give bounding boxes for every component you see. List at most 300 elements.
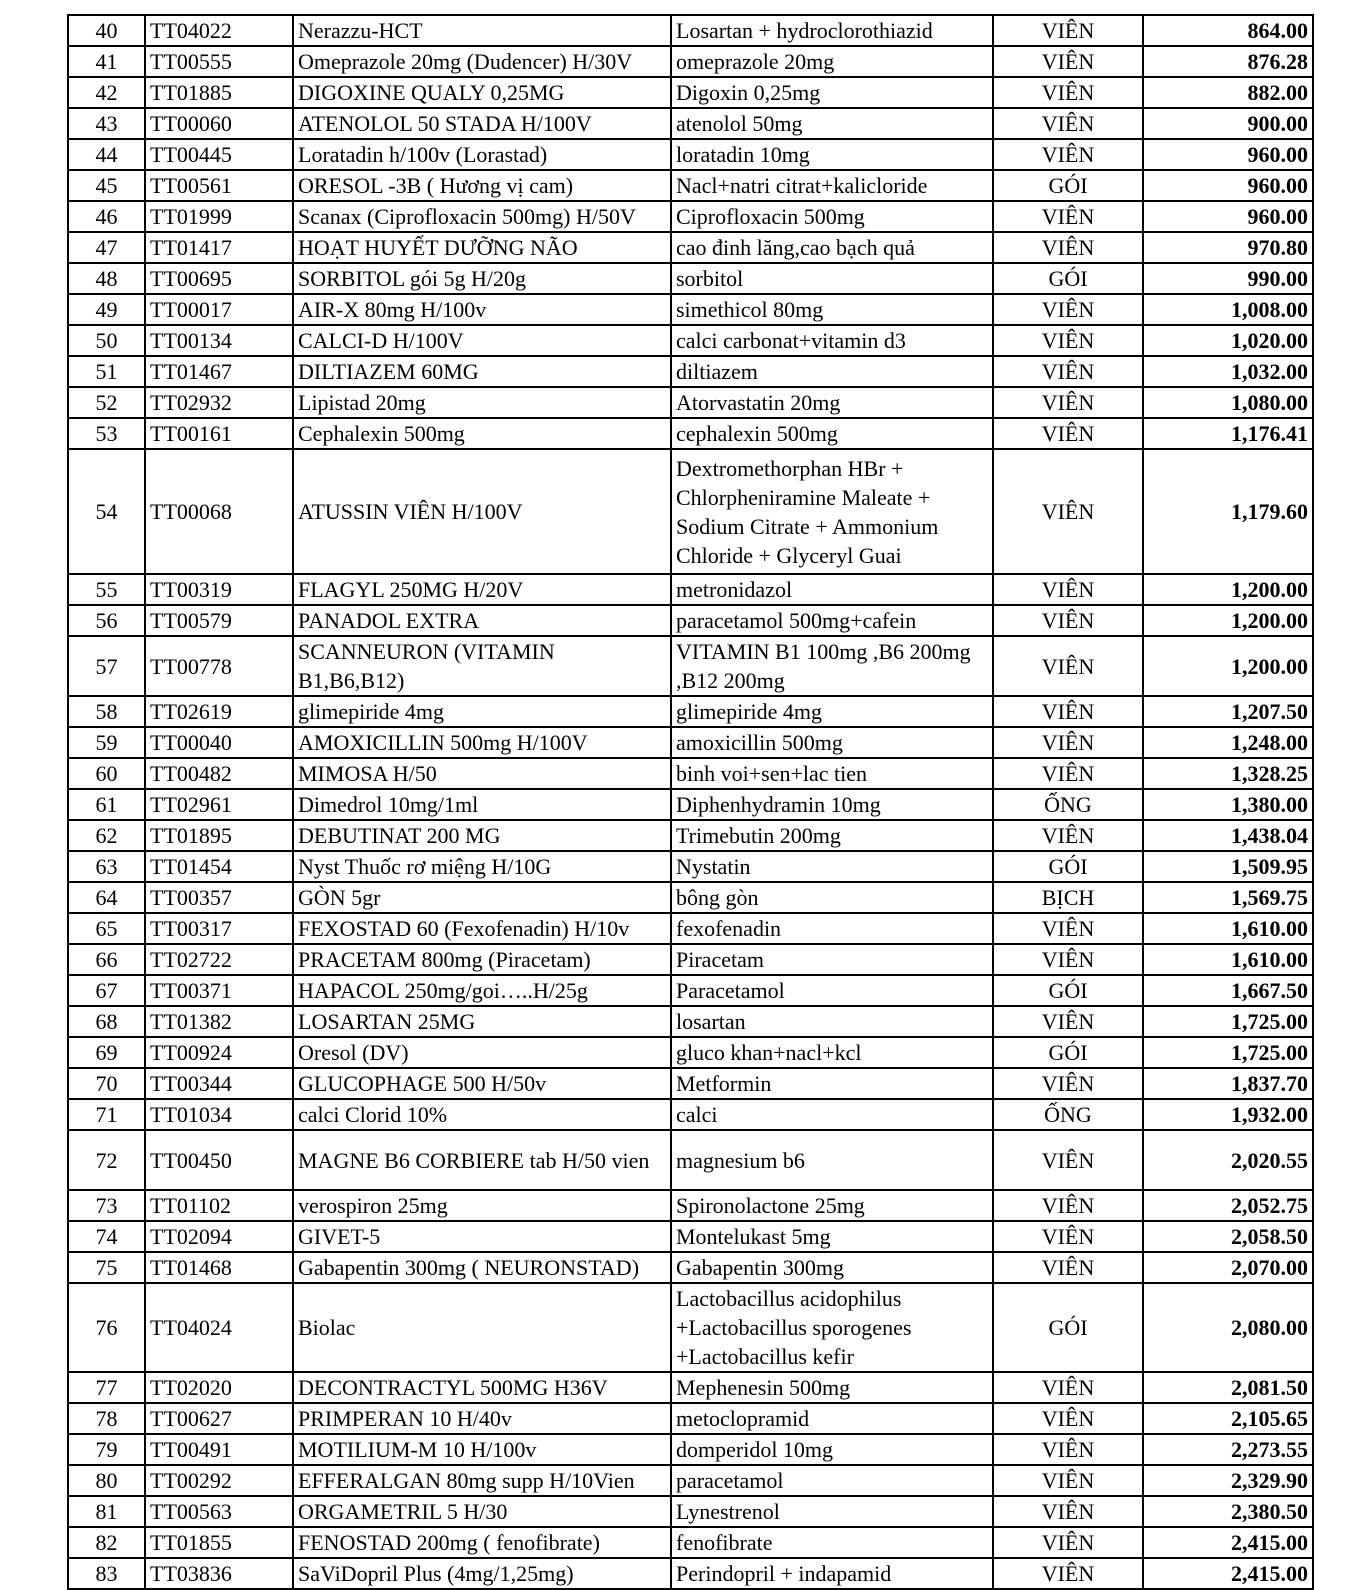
active-ingredient-cell: Mephenesin 500mg bbox=[671, 1372, 993, 1403]
drug-code-cell: TT00778 bbox=[145, 636, 293, 696]
unit-price-cell: 876.28 bbox=[1143, 46, 1313, 77]
unit-cell: VIÊN bbox=[993, 605, 1143, 636]
active-ingredient-cell: Montelukast 5mg bbox=[671, 1221, 993, 1252]
drug-code-cell: TT01467 bbox=[145, 356, 293, 387]
active-ingredient-cell: Atorvastatin 20mg bbox=[671, 387, 993, 418]
table-row bbox=[68, 696, 1313, 727]
drug-code-cell: TT01468 bbox=[145, 1252, 293, 1283]
drug-name-cell: FENOSTAD 200mg ( fenofibrate) bbox=[293, 1527, 671, 1558]
drug-code-cell: TT00555 bbox=[145, 46, 293, 77]
drug-name-cell: PANADOL EXTRA bbox=[293, 605, 671, 636]
row-number-cell: 68 bbox=[68, 1006, 145, 1037]
drug-name-cell: glimepiride 4mg bbox=[293, 696, 671, 727]
row-number-cell: 52 bbox=[68, 387, 145, 418]
unit-cell: VIÊN bbox=[993, 1190, 1143, 1221]
drug-name-cell: HAPACOL 250mg/goi…..H/25g bbox=[293, 975, 671, 1006]
table-row bbox=[68, 170, 1313, 201]
drug-name-cell: LOSARTAN 25MG bbox=[293, 1006, 671, 1037]
row-number-cell: 64 bbox=[68, 882, 145, 913]
row-number-cell: 81 bbox=[68, 1496, 145, 1527]
drug-name-cell: FEXOSTAD 60 (Fexofenadin) H/10v bbox=[293, 913, 671, 944]
row-number-cell: 53 bbox=[68, 418, 145, 449]
unit-price-cell: 2,070.00 bbox=[1143, 1252, 1313, 1283]
unit-price-cell: 1,610.00 bbox=[1143, 944, 1313, 975]
active-ingredient-cell: simethicol 80mg bbox=[671, 294, 993, 325]
unit-cell: VIÊN bbox=[993, 1372, 1143, 1403]
row-number-cell: 56 bbox=[68, 605, 145, 636]
drug-name-cell: Oresol (DV) bbox=[293, 1037, 671, 1068]
table-row bbox=[68, 387, 1313, 418]
unit-price-cell: 1,008.00 bbox=[1143, 294, 1313, 325]
table-row bbox=[68, 1068, 1313, 1099]
row-number-cell: 62 bbox=[68, 820, 145, 851]
unit-cell: VIÊN bbox=[993, 232, 1143, 263]
drug-code-cell: TT02619 bbox=[145, 696, 293, 727]
drug-code-cell: TT02020 bbox=[145, 1372, 293, 1403]
row-number-cell: 60 bbox=[68, 758, 145, 789]
unit-price-cell: 1,725.00 bbox=[1143, 1006, 1313, 1037]
row-number-cell: 77 bbox=[68, 1372, 145, 1403]
unit-price-cell: 1,176.41 bbox=[1143, 418, 1313, 449]
unit-cell: VIÊN bbox=[993, 108, 1143, 139]
unit-cell: GÓI bbox=[993, 263, 1143, 294]
drug-name-cell: FLAGYL 250MG H/20V bbox=[293, 574, 671, 605]
unit-cell: BỊCH bbox=[993, 882, 1143, 913]
table-row bbox=[68, 975, 1313, 1006]
unit-price-cell: 1,569.75 bbox=[1143, 882, 1313, 913]
row-number-cell: 58 bbox=[68, 696, 145, 727]
drug-code-cell: TT00563 bbox=[145, 1496, 293, 1527]
active-ingredient-cell: losartan bbox=[671, 1006, 993, 1037]
active-ingredient-cell: cephalexin 500mg bbox=[671, 418, 993, 449]
unit-price-cell: 864.00 bbox=[1143, 15, 1313, 46]
table-row bbox=[68, 418, 1313, 449]
unit-cell: VIÊN bbox=[993, 727, 1143, 758]
active-ingredient-cell: paracetamol bbox=[671, 1465, 993, 1496]
row-number-cell: 69 bbox=[68, 1037, 145, 1068]
table-row bbox=[68, 1221, 1313, 1252]
table-row bbox=[68, 139, 1313, 170]
unit-cell: ỐNG bbox=[993, 1099, 1143, 1130]
active-ingredient-cell: diltiazem bbox=[671, 356, 993, 387]
active-ingredient-cell: loratadin 10mg bbox=[671, 139, 993, 170]
row-number-cell: 65 bbox=[68, 913, 145, 944]
table-row bbox=[68, 263, 1313, 294]
table-row bbox=[68, 851, 1313, 882]
drug-code-cell: TT00450 bbox=[145, 1130, 293, 1190]
unit-price-cell: 1,509.95 bbox=[1143, 851, 1313, 882]
unit-price-cell: 2,020.55 bbox=[1143, 1130, 1313, 1190]
drug-name-cell: Nerazzu-HCT bbox=[293, 15, 671, 46]
unit-price-cell: 2,052.75 bbox=[1143, 1190, 1313, 1221]
table-row bbox=[68, 1252, 1313, 1283]
unit-cell: VIÊN bbox=[993, 1130, 1143, 1190]
active-ingredient-cell: VITAMIN B1 100mg ,B6 200mg ,B12 200mg bbox=[671, 636, 993, 696]
row-number-cell: 48 bbox=[68, 263, 145, 294]
row-number-cell: 41 bbox=[68, 46, 145, 77]
row-number-cell: 71 bbox=[68, 1099, 145, 1130]
active-ingredient-cell: metronidazol bbox=[671, 574, 993, 605]
unit-price-cell: 2,081.50 bbox=[1143, 1372, 1313, 1403]
row-number-cell: 40 bbox=[68, 15, 145, 46]
drug-code-cell: TT00371 bbox=[145, 975, 293, 1006]
drug-name-cell: HOẠT HUYẾT DƯỠNG NÃO bbox=[293, 232, 671, 263]
active-ingredient-cell: amoxicillin 500mg bbox=[671, 727, 993, 758]
row-number-cell: 44 bbox=[68, 139, 145, 170]
unit-price-cell: 1,200.00 bbox=[1143, 605, 1313, 636]
drug-name-cell: SaViDopril Plus (4mg/1,25mg) bbox=[293, 1558, 671, 1589]
drug-code-cell: TT00491 bbox=[145, 1434, 293, 1465]
table-body bbox=[68, 15, 1313, 1589]
unit-cell: VIÊN bbox=[993, 1465, 1143, 1496]
drug-code-cell: TT04022 bbox=[145, 15, 293, 46]
drug-code-cell: TT00924 bbox=[145, 1037, 293, 1068]
drug-name-cell: Scanax (Ciprofloxacin 500mg) H/50V bbox=[293, 201, 671, 232]
drug-name-cell: GLUCOPHAGE 500 H/50v bbox=[293, 1068, 671, 1099]
unit-cell: VIÊN bbox=[993, 77, 1143, 108]
drug-price-table bbox=[67, 14, 1314, 1590]
unit-cell: VIÊN bbox=[993, 1403, 1143, 1434]
drug-code-cell: TT01102 bbox=[145, 1190, 293, 1221]
drug-code-cell: TT00017 bbox=[145, 294, 293, 325]
drug-name-cell: SCANNEURON (VITAMIN B1,B6,B12) bbox=[293, 636, 671, 696]
unit-price-cell: 2,105.65 bbox=[1143, 1403, 1313, 1434]
row-number-cell: 75 bbox=[68, 1252, 145, 1283]
table-row bbox=[68, 201, 1313, 232]
table-row bbox=[68, 1465, 1313, 1496]
unit-cell: VIÊN bbox=[993, 820, 1143, 851]
table-row bbox=[68, 356, 1313, 387]
active-ingredient-cell: Ciprofloxacin 500mg bbox=[671, 201, 993, 232]
unit-price-cell: 1,725.00 bbox=[1143, 1037, 1313, 1068]
row-number-cell: 80 bbox=[68, 1465, 145, 1496]
unit-price-cell: 1,932.00 bbox=[1143, 1099, 1313, 1130]
unit-price-cell: 2,058.50 bbox=[1143, 1221, 1313, 1252]
table-row bbox=[68, 325, 1313, 356]
row-number-cell: 46 bbox=[68, 201, 145, 232]
drug-name-cell: Loratadin h/100v (Lorastad) bbox=[293, 139, 671, 170]
table-row bbox=[68, 1037, 1313, 1068]
unit-cell: ỐNG bbox=[993, 789, 1143, 820]
drug-code-cell: TT00344 bbox=[145, 1068, 293, 1099]
table-row bbox=[68, 1403, 1313, 1434]
unit-price-cell: 960.00 bbox=[1143, 139, 1313, 170]
drug-code-cell: TT01034 bbox=[145, 1099, 293, 1130]
drug-code-cell: TT00695 bbox=[145, 263, 293, 294]
unit-cell: VIÊN bbox=[993, 696, 1143, 727]
drug-name-cell: AIR-X 80mg H/100v bbox=[293, 294, 671, 325]
row-number-cell: 73 bbox=[68, 1190, 145, 1221]
unit-cell: VIÊN bbox=[993, 758, 1143, 789]
unit-cell: VIÊN bbox=[993, 356, 1143, 387]
drug-code-cell: TT01855 bbox=[145, 1527, 293, 1558]
drug-code-cell: TT00319 bbox=[145, 574, 293, 605]
table-row bbox=[68, 108, 1313, 139]
table-row bbox=[68, 574, 1313, 605]
active-ingredient-cell: Nacl+natri citrat+kalicloride bbox=[671, 170, 993, 201]
row-number-cell: 59 bbox=[68, 727, 145, 758]
row-number-cell: 67 bbox=[68, 975, 145, 1006]
drug-name-cell: DECONTRACTYL 500MG H36V bbox=[293, 1372, 671, 1403]
row-number-cell: 63 bbox=[68, 851, 145, 882]
unit-price-cell: 960.00 bbox=[1143, 170, 1313, 201]
drug-code-cell: TT00161 bbox=[145, 418, 293, 449]
unit-price-cell: 882.00 bbox=[1143, 77, 1313, 108]
drug-code-cell: TT00561 bbox=[145, 170, 293, 201]
drug-name-cell: DILTIAZEM 60MG bbox=[293, 356, 671, 387]
unit-cell: GÓI bbox=[993, 975, 1143, 1006]
drug-code-cell: TT02722 bbox=[145, 944, 293, 975]
active-ingredient-cell: glimepiride 4mg bbox=[671, 696, 993, 727]
active-ingredient-cell: metoclopramid bbox=[671, 1403, 993, 1434]
table-row bbox=[68, 913, 1313, 944]
drug-name-cell: MOTILIUM-M 10 H/100v bbox=[293, 1434, 671, 1465]
drug-name-cell: AMOXICILLIN 500mg H/100V bbox=[293, 727, 671, 758]
active-ingredient-cell: Gabapentin 300mg bbox=[671, 1252, 993, 1283]
active-ingredient-cell: Dextromethorphan HBr + Chlorpheniramine Maleate + Sodium Citrate + Ammonium Chloride + Glyceryl Guai bbox=[671, 449, 993, 574]
active-ingredient-cell: bông gòn bbox=[671, 882, 993, 913]
drug-code-cell: TT01417 bbox=[145, 232, 293, 263]
drug-name-cell: Nyst Thuốc rơ miệng H/10G bbox=[293, 851, 671, 882]
unit-price-cell: 1,438.04 bbox=[1143, 820, 1313, 851]
active-ingredient-cell: fenofibrate bbox=[671, 1527, 993, 1558]
active-ingredient-cell: paracetamol 500mg+cafein bbox=[671, 605, 993, 636]
row-number-cell: 74 bbox=[68, 1221, 145, 1252]
drug-name-cell: PRIMPERAN 10 H/40v bbox=[293, 1403, 671, 1434]
unit-cell: VIÊN bbox=[993, 1221, 1143, 1252]
drug-code-cell: TT00627 bbox=[145, 1403, 293, 1434]
row-number-cell: 57 bbox=[68, 636, 145, 696]
table-row bbox=[68, 1558, 1313, 1589]
table-row bbox=[68, 1372, 1313, 1403]
table-row bbox=[68, 1496, 1313, 1527]
active-ingredient-cell: Spironolactone 25mg bbox=[671, 1190, 993, 1221]
active-ingredient-cell: calci carbonat+vitamin d3 bbox=[671, 325, 993, 356]
drug-name-cell: calci Clorid 10% bbox=[293, 1099, 671, 1130]
active-ingredient-cell: omeprazole 20mg bbox=[671, 46, 993, 77]
table-row bbox=[68, 727, 1313, 758]
row-number-cell: 47 bbox=[68, 232, 145, 263]
table-row bbox=[68, 882, 1313, 913]
table-row bbox=[68, 1434, 1313, 1465]
unit-price-cell: 2,380.50 bbox=[1143, 1496, 1313, 1527]
unit-price-cell: 990.00 bbox=[1143, 263, 1313, 294]
drug-name-cell: Gabapentin 300mg ( NEURONSTAD) bbox=[293, 1252, 671, 1283]
unit-cell: VIÊN bbox=[993, 294, 1143, 325]
drug-code-cell: TT00134 bbox=[145, 325, 293, 356]
table-row bbox=[68, 1130, 1313, 1190]
row-number-cell: 51 bbox=[68, 356, 145, 387]
table-row bbox=[68, 820, 1313, 851]
drug-code-cell: TT00357 bbox=[145, 882, 293, 913]
drug-code-cell: TT01382 bbox=[145, 1006, 293, 1037]
row-number-cell: 66 bbox=[68, 944, 145, 975]
row-number-cell: 72 bbox=[68, 1130, 145, 1190]
table-row bbox=[68, 77, 1313, 108]
row-number-cell: 82 bbox=[68, 1527, 145, 1558]
row-number-cell: 83 bbox=[68, 1558, 145, 1589]
row-number-cell: 70 bbox=[68, 1068, 145, 1099]
drug-name-cell: DEBUTINAT 200 MG bbox=[293, 820, 671, 851]
unit-price-cell: 970.80 bbox=[1143, 232, 1313, 263]
table-row bbox=[68, 944, 1313, 975]
unit-cell: VIÊN bbox=[993, 636, 1143, 696]
drug-name-cell: MAGNE B6 CORBIERE tab H/50 vien bbox=[293, 1130, 671, 1190]
unit-cell: VIÊN bbox=[993, 1496, 1143, 1527]
drug-code-cell: TT00068 bbox=[145, 449, 293, 574]
unit-price-cell: 1,610.00 bbox=[1143, 913, 1313, 944]
drug-name-cell: ORGAMETRIL 5 H/30 bbox=[293, 1496, 671, 1527]
unit-price-cell: 1,837.70 bbox=[1143, 1068, 1313, 1099]
unit-price-cell: 900.00 bbox=[1143, 108, 1313, 139]
drug-name-cell: PRACETAM 800mg (Piracetam) bbox=[293, 944, 671, 975]
unit-cell: VIÊN bbox=[993, 1527, 1143, 1558]
drug-code-cell: TT01885 bbox=[145, 77, 293, 108]
unit-price-cell: 2,415.00 bbox=[1143, 1558, 1313, 1589]
table-row bbox=[68, 1527, 1313, 1558]
row-number-cell: 78 bbox=[68, 1403, 145, 1434]
drug-code-cell: TT00317 bbox=[145, 913, 293, 944]
unit-price-cell: 1,020.00 bbox=[1143, 325, 1313, 356]
active-ingredient-cell: Perindopril + indapamid bbox=[671, 1558, 993, 1589]
unit-price-cell: 1,200.00 bbox=[1143, 574, 1313, 605]
active-ingredient-cell: gluco khan+nacl+kcl bbox=[671, 1037, 993, 1068]
unit-price-cell: 2,329.90 bbox=[1143, 1465, 1313, 1496]
unit-cell: VIÊN bbox=[993, 387, 1143, 418]
table-row bbox=[68, 1190, 1313, 1221]
drug-name-cell: verospiron 25mg bbox=[293, 1190, 671, 1221]
drug-code-cell: TT00482 bbox=[145, 758, 293, 789]
drug-name-cell: Cephalexin 500mg bbox=[293, 418, 671, 449]
row-number-cell: 79 bbox=[68, 1434, 145, 1465]
row-number-cell: 45 bbox=[68, 170, 145, 201]
drug-code-cell: TT04024 bbox=[145, 1283, 293, 1372]
table-row bbox=[68, 789, 1313, 820]
unit-cell: VIÊN bbox=[993, 1006, 1143, 1037]
drug-code-cell: TT01454 bbox=[145, 851, 293, 882]
row-number-cell: 43 bbox=[68, 108, 145, 139]
drug-code-cell: TT00579 bbox=[145, 605, 293, 636]
active-ingredient-cell: calci bbox=[671, 1099, 993, 1130]
row-number-cell: 49 bbox=[68, 294, 145, 325]
table-row bbox=[68, 449, 1313, 574]
table-row bbox=[68, 1099, 1313, 1130]
active-ingredient-cell: fexofenadin bbox=[671, 913, 993, 944]
unit-cell: VIÊN bbox=[993, 574, 1143, 605]
active-ingredient-cell: Metformin bbox=[671, 1068, 993, 1099]
drug-name-cell: GIVET-5 bbox=[293, 1221, 671, 1252]
table-row bbox=[68, 605, 1313, 636]
active-ingredient-cell: binh voi+sen+lac tien bbox=[671, 758, 993, 789]
unit-cell: GÓI bbox=[993, 1037, 1143, 1068]
drug-code-cell: TT00445 bbox=[145, 139, 293, 170]
unit-price-cell: 2,415.00 bbox=[1143, 1527, 1313, 1558]
drug-code-cell: TT03836 bbox=[145, 1558, 293, 1589]
drug-name-cell: SORBITOL gói 5g H/20g bbox=[293, 263, 671, 294]
active-ingredient-cell: sorbitol bbox=[671, 263, 993, 294]
active-ingredient-cell: Digoxin 0,25mg bbox=[671, 77, 993, 108]
row-number-cell: 42 bbox=[68, 77, 145, 108]
unit-cell: VIÊN bbox=[993, 1434, 1143, 1465]
unit-cell: VIÊN bbox=[993, 418, 1143, 449]
drug-code-cell: TT00060 bbox=[145, 108, 293, 139]
active-ingredient-cell: Lynestrenol bbox=[671, 1496, 993, 1527]
table-row bbox=[68, 758, 1313, 789]
active-ingredient-cell: atenolol 50mg bbox=[671, 108, 993, 139]
table-row bbox=[68, 15, 1313, 46]
unit-price-cell: 1,032.00 bbox=[1143, 356, 1313, 387]
table-row bbox=[68, 636, 1313, 696]
row-number-cell: 54 bbox=[68, 449, 145, 574]
unit-price-cell: 1,200.00 bbox=[1143, 636, 1313, 696]
drug-name-cell: CALCI-D H/100V bbox=[293, 325, 671, 356]
drug-code-cell: TT01999 bbox=[145, 201, 293, 232]
unit-price-cell: 2,080.00 bbox=[1143, 1283, 1313, 1372]
drug-code-cell: TT02932 bbox=[145, 387, 293, 418]
drug-code-cell: TT01895 bbox=[145, 820, 293, 851]
unit-price-cell: 960.00 bbox=[1143, 201, 1313, 232]
drug-code-cell: TT00040 bbox=[145, 727, 293, 758]
drug-name-cell: ATENOLOL 50 STADA H/100V bbox=[293, 108, 671, 139]
unit-cell: VIÊN bbox=[993, 1068, 1143, 1099]
unit-cell: VIÊN bbox=[993, 201, 1143, 232]
table-row bbox=[68, 232, 1313, 263]
unit-cell: VIÊN bbox=[993, 325, 1143, 356]
drug-name-cell: GÒN 5gr bbox=[293, 882, 671, 913]
unit-price-cell: 1,248.00 bbox=[1143, 727, 1313, 758]
active-ingredient-cell: Piracetam bbox=[671, 944, 993, 975]
unit-cell: VIÊN bbox=[993, 913, 1143, 944]
active-ingredient-cell: Lactobacillus acidophilus +Lactobacillus sporogenes +Lactobacillus kefir bbox=[671, 1283, 993, 1372]
unit-cell: VIÊN bbox=[993, 449, 1143, 574]
unit-cell: GÓI bbox=[993, 1283, 1143, 1372]
row-number-cell: 50 bbox=[68, 325, 145, 356]
active-ingredient-cell: Trimebutin 200mg bbox=[671, 820, 993, 851]
drug-name-cell: EFFERALGAN 80mg supp H/10Vien bbox=[293, 1465, 671, 1496]
active-ingredient-cell: Nystatin bbox=[671, 851, 993, 882]
active-ingredient-cell: domperidol 10mg bbox=[671, 1434, 993, 1465]
active-ingredient-cell: magnesium b6 bbox=[671, 1130, 993, 1190]
active-ingredient-cell: cao đinh lăng,cao bạch quả bbox=[671, 232, 993, 263]
table-row bbox=[68, 46, 1313, 77]
unit-cell: VIÊN bbox=[993, 139, 1143, 170]
active-ingredient-cell: Paracetamol bbox=[671, 975, 993, 1006]
unit-price-cell: 1,080.00 bbox=[1143, 387, 1313, 418]
unit-cell: VIÊN bbox=[993, 46, 1143, 77]
table-row bbox=[68, 294, 1313, 325]
drug-code-cell: TT02094 bbox=[145, 1221, 293, 1252]
active-ingredient-cell: Diphenhydramin 10mg bbox=[671, 789, 993, 820]
unit-cell: GÓI bbox=[993, 851, 1143, 882]
unit-price-cell: 1,207.50 bbox=[1143, 696, 1313, 727]
table-row bbox=[68, 1283, 1313, 1372]
row-number-cell: 55 bbox=[68, 574, 145, 605]
unit-cell: VIÊN bbox=[993, 1558, 1143, 1589]
drug-name-cell: ATUSSIN VIÊN H/100V bbox=[293, 449, 671, 574]
drug-name-cell: Biolac bbox=[293, 1283, 671, 1372]
unit-cell: GÓI bbox=[993, 170, 1143, 201]
table-row bbox=[68, 1006, 1313, 1037]
drug-code-cell: TT00292 bbox=[145, 1465, 293, 1496]
unit-cell: VIÊN bbox=[993, 15, 1143, 46]
unit-price-cell: 2,273.55 bbox=[1143, 1434, 1313, 1465]
active-ingredient-cell: Losartan + hydroclorothiazid bbox=[671, 15, 993, 46]
drug-name-cell: MIMOSA H/50 bbox=[293, 758, 671, 789]
unit-price-cell: 1,179.60 bbox=[1143, 449, 1313, 574]
drug-name-cell: ORESOL -3B ( Hương vị cam) bbox=[293, 170, 671, 201]
drug-name-cell: Omeprazole 20mg (Dudencer) H/30V bbox=[293, 46, 671, 77]
drug-code-cell: TT02961 bbox=[145, 789, 293, 820]
